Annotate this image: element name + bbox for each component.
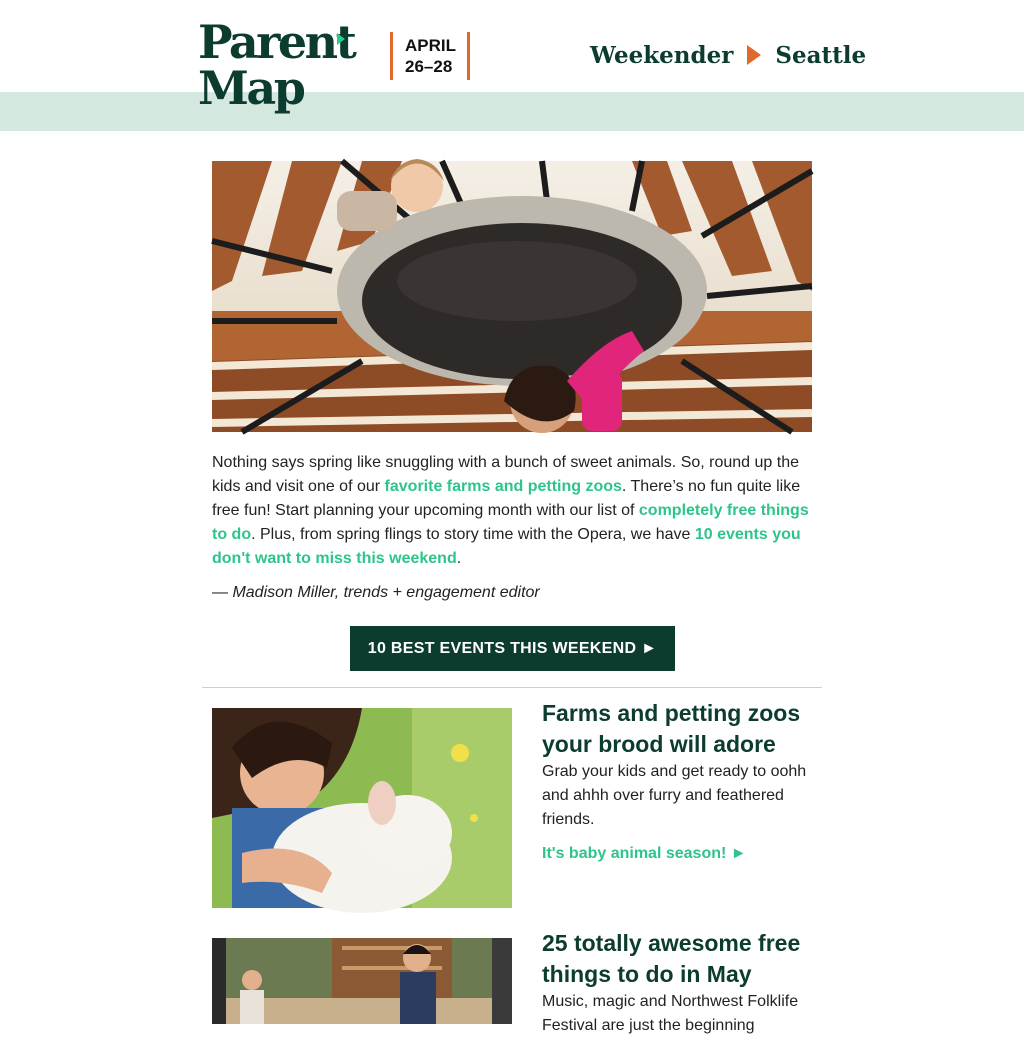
intro-text: . There’s no fun quite like free fun! Start planning your upcoming month with our list of <box>212 478 801 519</box>
newsletter-name: Weekender <box>590 41 734 69</box>
link-farms-petting-zoos[interactable]: favorite farms and petting zoos <box>384 478 622 495</box>
link-free-things[interactable]: completely free things to do <box>212 502 809 543</box>
link-10-events[interactable]: 10 events you don't want to miss this weekend <box>212 526 801 567</box>
header-band <box>0 92 1024 131</box>
card-title-free-things[interactable]: 25 totally awesome free things to do in May <box>542 930 801 987</box>
lamb-photo-illustration <box>212 708 512 908</box>
logo-word-map: Map <box>198 61 304 115</box>
signature-name: Madison Miller, trends + engagement editor <box>232 584 540 601</box>
logo-triangle-icon <box>337 33 345 45</box>
logo-word-parent: Parent <box>198 15 355 69</box>
card-link-baby-animals[interactable]: It's baby animal season! ► <box>542 845 747 862</box>
intro-paragraph <box>212 451 812 571</box>
date-month: APRIL <box>405 36 456 55</box>
card-image-free-things[interactable] <box>212 938 512 1024</box>
editor-signature <box>212 581 812 605</box>
intro-text: . <box>456 550 462 567</box>
best-events-button-label: 10 BEST EVENTS THIS WEEKEND ► <box>367 639 658 657</box>
newsletter-title <box>590 38 866 72</box>
card-description-farms: Grab your kids and get ready to oohh and ahhh over furry and feathered friends. <box>542 763 807 828</box>
intro-text: Nothing says spring like snuggling with a bunch of sweet animals. So, round up the kids and visit one of our <box>212 454 800 495</box>
date-badge <box>390 32 470 80</box>
card-image-farms[interactable] <box>212 708 512 908</box>
best-events-button[interactable] <box>350 626 675 671</box>
section-divider <box>202 687 822 688</box>
card-description-free-things: Music, magic and Northwest Folklife Festival are just the beginning <box>542 993 799 1034</box>
hero-image[interactable] <box>212 161 812 432</box>
parentmap-logo[interactable] <box>198 15 358 122</box>
festival-photo-illustration <box>212 938 512 1024</box>
play-arrow-icon <box>747 45 761 65</box>
header <box>0 0 1024 92</box>
city-name: Seattle <box>775 41 867 69</box>
date-range: 26–28 <box>405 57 453 76</box>
card-title-farms[interactable]: Farms and petting zoos your brood will adore <box>542 700 801 757</box>
intro-text: . Plus, from spring flings to story time with the Opera, we have <box>251 526 695 543</box>
hero-illustration <box>212 161 812 432</box>
signature-dash: — <box>212 584 233 601</box>
